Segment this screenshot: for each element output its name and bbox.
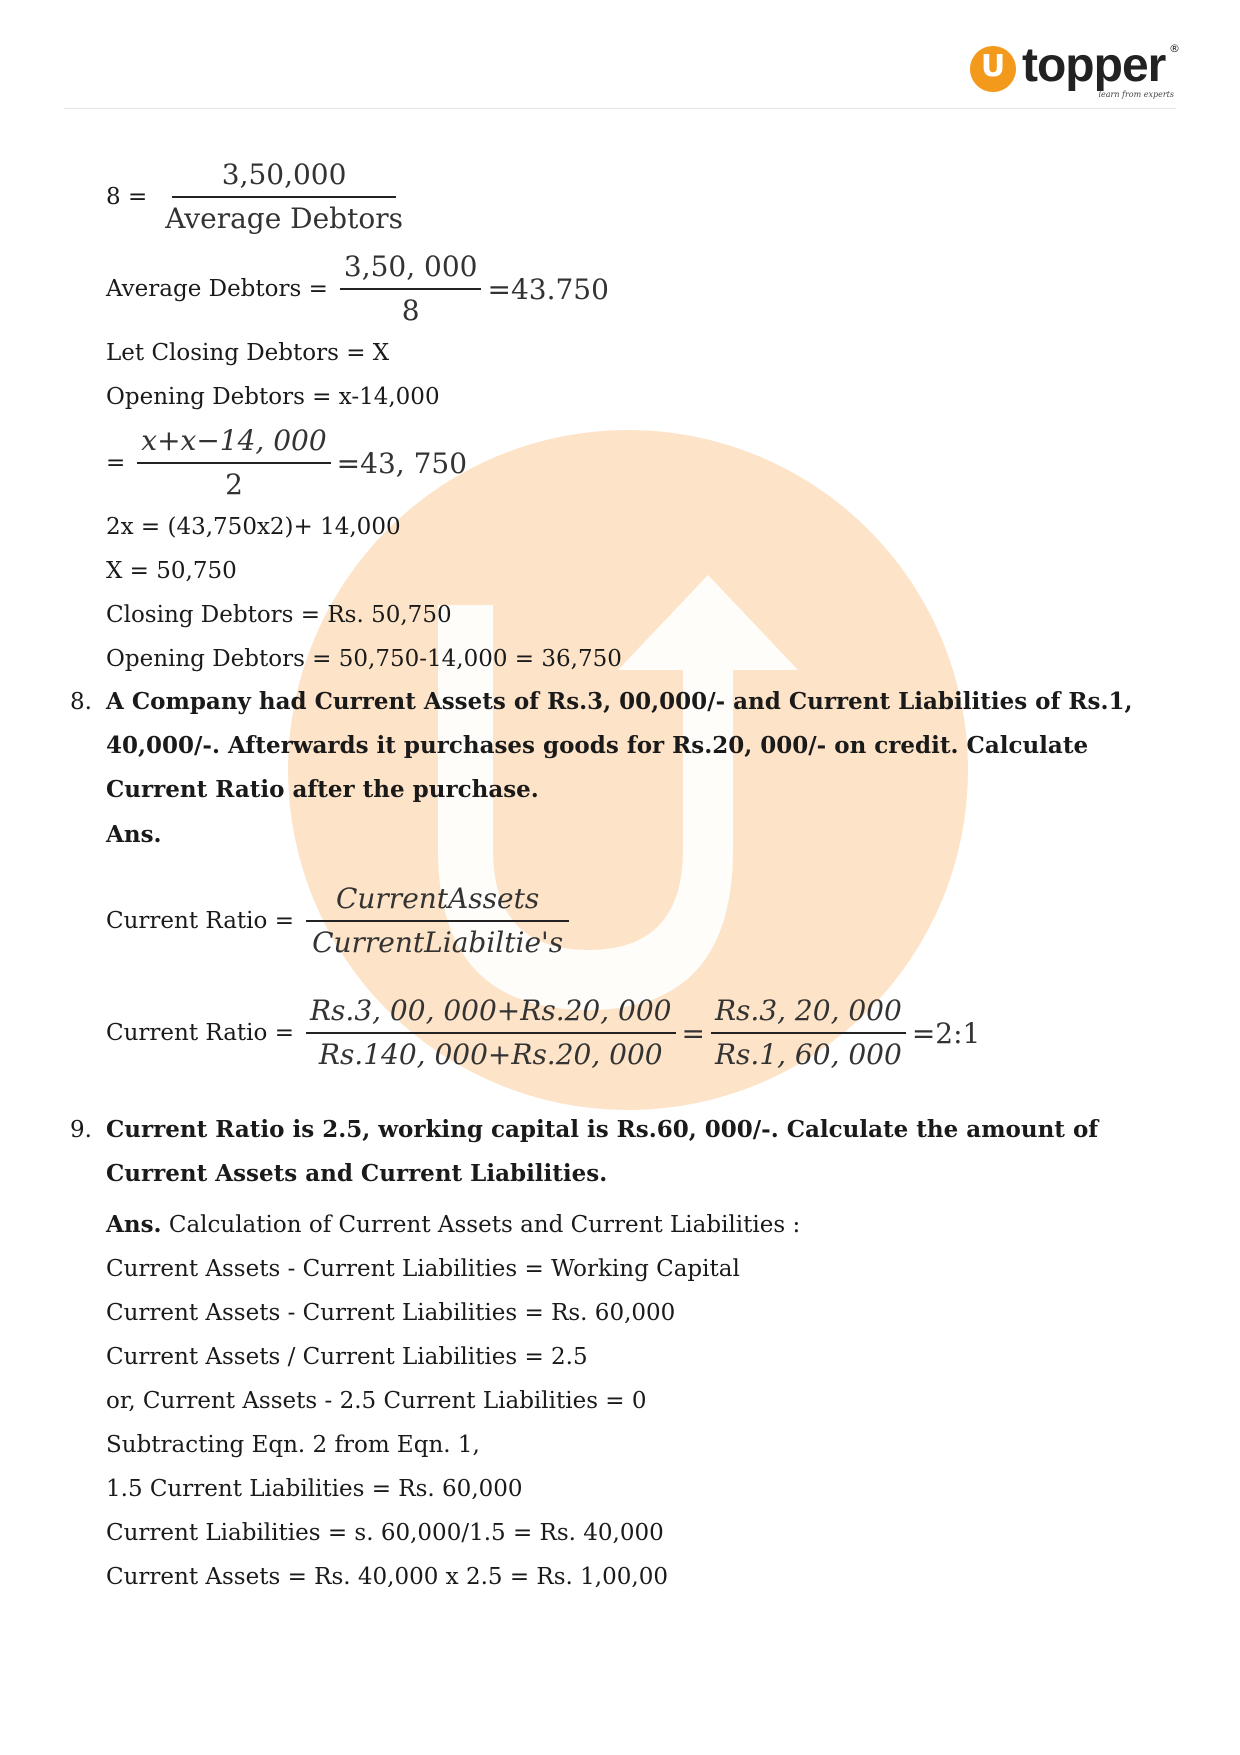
- fraction: [711, 994, 906, 1072]
- text-line: Let Closing Debtors = X: [106, 340, 390, 366]
- fraction-numerator: CurrentAssets: [306, 882, 569, 922]
- text-line: Current Assets = Rs. 40,000 x 2.5 = Rs. 1,00,00: [106, 1564, 668, 1590]
- text-line: Current Assets / Current Liabilities = 2.5: [106, 1344, 588, 1370]
- question-number: 8.: [70, 689, 92, 715]
- fraction: [306, 994, 676, 1072]
- fraction-denominator: Rs.1, 60, 000: [714, 1038, 902, 1071]
- text-line: Closing Debtors = Rs. 50,750: [106, 602, 452, 628]
- eq-lhs: Average Debtors =: [106, 276, 328, 302]
- fraction-numerator: Rs.3, 20, 000: [711, 994, 906, 1034]
- eq-result: =43, 750: [336, 446, 468, 480]
- eq-lhs: Current Ratio =: [106, 1020, 294, 1046]
- answer-intro: [106, 1210, 800, 1240]
- question-text: Current Ratio is 2.5, working capital is Rs.60, 000/-. Calculate the amount of Current Assets and Current Liabilities.: [106, 1116, 1099, 1187]
- answer-label: Ans.: [106, 1211, 162, 1238]
- fraction: [137, 424, 330, 502]
- equation-current-ratio-value: [106, 994, 980, 1072]
- question-text: A Company had Current Assets of Rs.3, 00,000/- and Current Liabilities of Rs.1, 40,000/-. Afterwards it purchases goods for Rs.20, 000/- on credit. Calculate Current Ratio after the purchase.: [106, 688, 1133, 803]
- eq-lhs: Current Ratio =: [106, 908, 294, 934]
- text-line: Opening Debtors = 50,750-14,000 = 36,750: [106, 646, 622, 672]
- question-number: 9.: [70, 1117, 92, 1143]
- fraction-denominator: Rs.140, 000+Rs.20, 000: [318, 1038, 663, 1071]
- text-line: Current Assets - Current Liabilities = Rs. 60,000: [106, 1300, 676, 1326]
- registered-mark: ®: [1169, 42, 1180, 55]
- fraction-denominator: 8: [401, 294, 420, 327]
- fraction-numerator: Rs.3, 00, 000+Rs.20, 000: [306, 994, 676, 1034]
- text-line: Subtracting Eqn. 2 from Eqn. 1,: [106, 1432, 480, 1458]
- eq-result: =43.750: [487, 272, 609, 306]
- fraction-numerator: 3,50,000: [172, 158, 397, 198]
- fraction-numerator: x+x−14, 000: [137, 424, 330, 464]
- fraction: [161, 158, 407, 236]
- fraction: [306, 882, 569, 960]
- equation-average-debtors: [106, 250, 609, 328]
- equation-current-ratio-formula: [106, 882, 575, 960]
- eq-lhs: 8 =: [106, 184, 148, 210]
- equation-debtors-sum: [106, 424, 467, 502]
- text-line: X = 50,750: [106, 558, 237, 584]
- answer-intro-text: Calculation of Current Assets and Current Liabilities :: [161, 1212, 801, 1238]
- text-line: Current Liabilities = s. 60,000/1.5 = Rs. 40,000: [106, 1520, 664, 1546]
- fraction-denominator: Average Debtors: [165, 202, 403, 235]
- fraction-denominator: 2: [225, 468, 243, 501]
- logo-mark-icon: U: [970, 46, 1016, 92]
- eq-equals: =: [681, 1016, 705, 1050]
- eq-result: =2:1: [911, 1016, 981, 1050]
- fraction: [340, 250, 482, 328]
- fraction-numerator: 3,50, 000: [340, 250, 482, 290]
- text-line: Current Assets - Current Liabilities = Working Capital: [106, 1256, 740, 1282]
- text-line: Opening Debtors = x-14,000: [106, 384, 440, 410]
- answer-label: Ans.: [106, 821, 162, 848]
- eq-lhs: =: [106, 450, 126, 476]
- fraction-denominator: CurrentLiabiltie's: [312, 926, 564, 959]
- equation-ratio: [106, 158, 413, 236]
- text-line: 1.5 Current Liabilities = Rs. 60,000: [106, 1476, 523, 1502]
- text-line: 2x = (43,750x2)+ 14,000: [106, 514, 401, 540]
- logo-wordmark: topper: [1022, 39, 1166, 92]
- text-line: or, Current Assets - 2.5 Current Liabilities = 0: [106, 1388, 647, 1414]
- logo-tagline: learn from experts: [1098, 90, 1174, 99]
